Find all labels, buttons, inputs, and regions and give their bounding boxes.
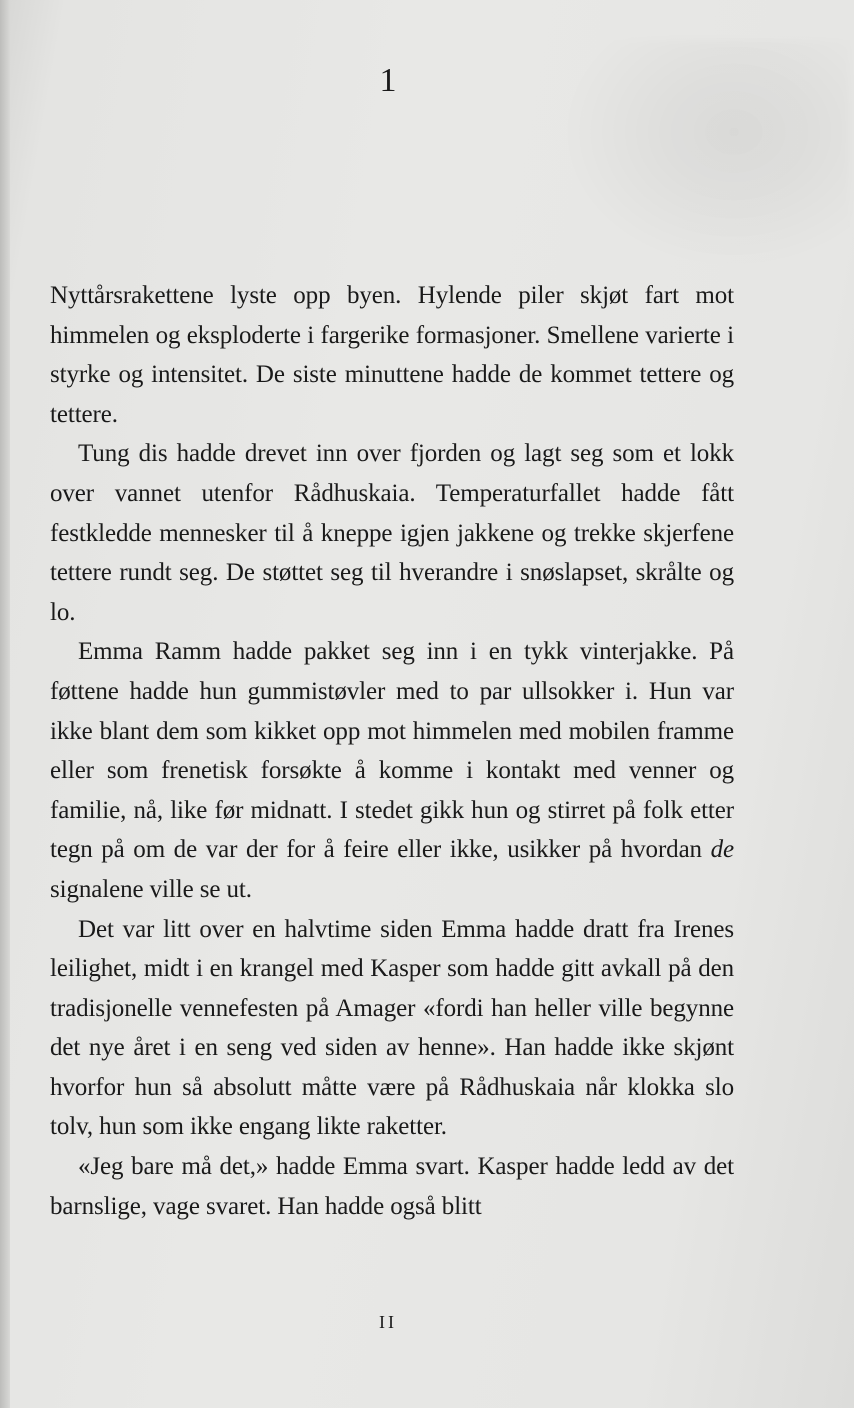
paragraph-3-text-after: signalene ville se ut. [50,875,252,903]
page-gutter-edge [0,0,10,1408]
paragraph-1: Nyttårsrakettene lyste opp byen. Hylende piler skjøt fart mot himmelen og eksploderte i fargerike formasjoner. Smellene varierte i styrke og intensitet. De siste minuttene hadde de kommet tettere og tettere. [50,282,734,428]
page-number: II [379,1312,397,1332]
paragraph-2: Tung dis hadde drevet inn over fjorden og lagt seg som et lokk over vannet utenfor Rådhuskaia. Temperaturfallet hadde fått festkledde mennesker til å kneppe igjen jakkene og trekke skjerfene tettere rundt seg. De støttet seg til hverandre i snøslapset, skrålte og lo. [50,440,734,626]
paragraph-3-emphasis: de [710,836,734,864]
paragraph-5: «Jeg bare må det,» hadde Emma svart. Kasper hadde ledd av det barnslige, vage svaret. Han hadde også blitt [50,1153,734,1220]
body-text [50,276,734,1226]
chapter-number: 1 [379,62,397,99]
paragraph-3 [50,632,734,909]
paragraph-3-text-before: Emma Ramm hadde pakket seg inn i en tykk vinterjakke. På føttene hadde hun gummistøvler med to par ullsokker i. Hun var ikke blant dem som kikket opp mot himmelen med mobilen framme eller som frenetisk forsøkte å komme i kontakt med venner og familie, nå, like før midnatt. I stedet gikk hun og stirret på folk etter tegn på om de var der for å feire eller ikke, usikker på hvordan [50,638,734,864]
paragraph-4: Det var litt over en halvtime siden Emma hadde dratt fra Irenes leilighet, midt i en krangel med Kasper som hadde gitt avkall på den tradisjonelle vennefesten på Amager «fordi han heller ville begynne det nye året i en seng ved siden av henne». Han hadde ikke skjønt hvorfor hun så absolutt måtte være på Rådhuskaia når klokka slo tolv, hun som ikke engang likte raketter. [50,915,734,1141]
